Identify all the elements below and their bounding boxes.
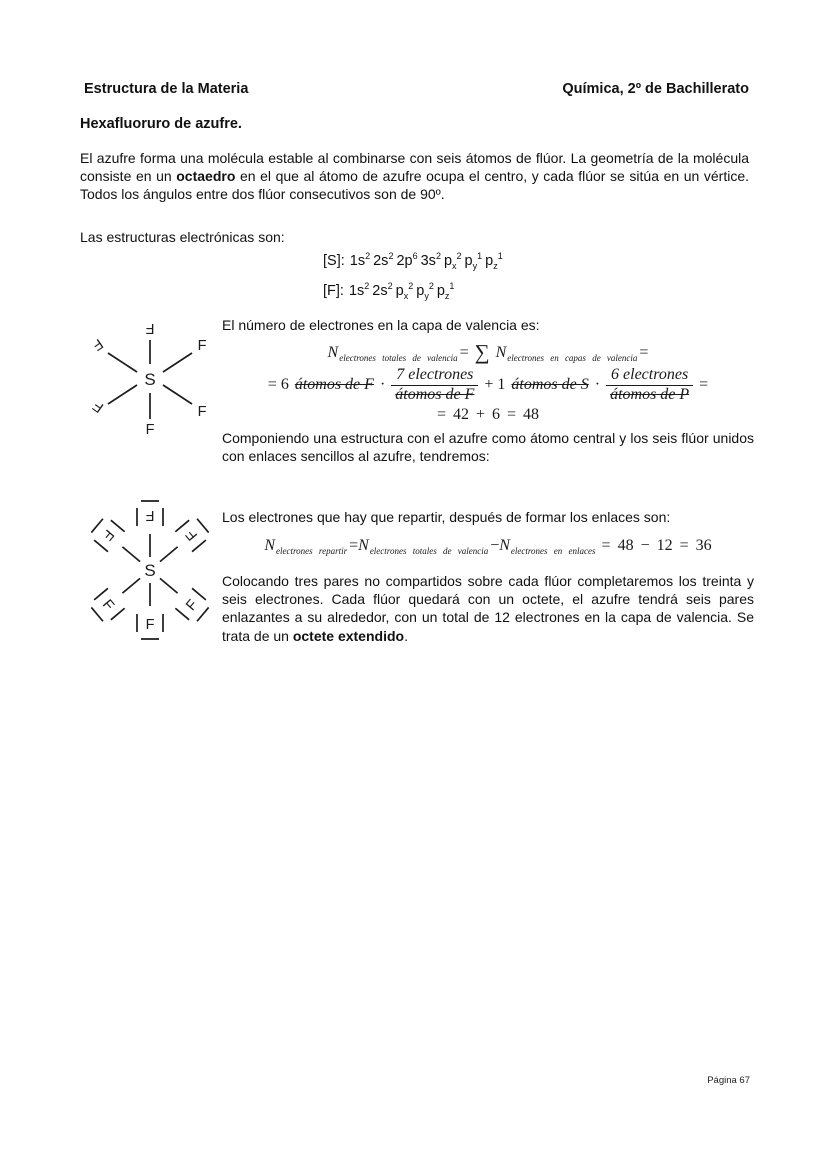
formula1-line3: = 42 + 6 = 48 — [436, 406, 540, 423]
page-number: Página 67 — [707, 1075, 750, 1086]
formula1-line1: $N_{electrones totales de valencia}$ = ∑ $N_{electrones en capas de valencia}$ = — [327, 340, 649, 364]
section-title: Hexafluoruro de azufre. — [80, 116, 242, 132]
fluorine-label: F — [89, 335, 106, 354]
svg-text:F: F — [145, 617, 155, 633]
electron-config-fluorine: [F]: $1s^2$ $2s^2$ $p_x^2$ $p_y^2$ $p_z^1$ — [323, 280, 455, 301]
svg-text:F: F — [145, 507, 155, 523]
repartir-lead: Los electrones que hay que repartir, después de formar los enlaces son: — [222, 509, 671, 525]
sf6-lewis-diagram — [70, 484, 230, 656]
repartir-formula: $N_{electrones repartir} =N_{electrones totales de valencia} -N_{electrones en enlaces} = 48 - 12 = 36$ — [264, 537, 712, 556]
config-f-prefix: [F]: — [323, 282, 344, 299]
sulfur-label: S — [144, 561, 156, 580]
sf6-skeletal-diagram — [80, 308, 220, 448]
sulfur-label: S — [144, 370, 156, 389]
componiendo-paragraph: Componiendo una estructura con el azufre como átomo central y los seis flúor unidos con enlaces sencillos al azufre, tendremos: — [222, 430, 754, 465]
fluorine-label: F — [145, 422, 155, 438]
electron-configurations — [323, 246, 506, 305]
intro-text-2: en el que al átomo de azufre ocupa el centro, y cada flúor se sitúa en un vértice. Todos los ángulos entre dos flúor consecutivos son de 90º. — [80, 168, 749, 203]
header-left: Estructura de la Materia — [84, 81, 249, 97]
svg-text:F: F — [98, 596, 117, 614]
sigma-symbol: ∑ — [474, 340, 490, 364]
svg-text:F: F — [98, 526, 117, 544]
colocando-bold-octete: octete extendido — [292, 627, 405, 644]
valence-lead: El número de electrones en la capa de valencia es: — [222, 317, 540, 333]
valence-electron-formula — [222, 338, 754, 424]
config-s-prefix: [S]: — [323, 252, 345, 269]
colocando-text-2: . — [404, 627, 408, 644]
fluorine-label: F — [145, 320, 155, 336]
fluorine-label: F — [197, 404, 207, 420]
intro-text-1: El azufre forma una molécula estable al combinarse con seis átomos de flúor. La geometría de la molécula consiste en un — [80, 150, 749, 185]
intro-bold-octaedro: octaedro — [176, 168, 236, 185]
svg-text:F: F — [183, 526, 202, 544]
fraction-1: $\frac{\text{7 electrones}}{\text{átomos de F}}$ — [391, 366, 478, 405]
electronic-structures-lead: Las estructuras electrónicas son: — [80, 229, 285, 245]
fraction-2: $\frac{\text{6 electrones}}{\text{átomos de P}}$ — [606, 366, 693, 405]
formula1-line2: = 6 átomos de F · $\frac{\text{7 electrones}}{\text{átomos de F}}$ + 1 átomos de S · $\frac{\text{6 electrones}}{\text{átomos de P}}$ = — [267, 365, 709, 403]
colocando-paragraph — [222, 572, 754, 645]
intro-paragraph — [80, 149, 749, 204]
fluorine-label: F — [90, 397, 107, 416]
colocando-text-1: Colocando tres pares no compartidos sobre cada flúor completaremos los treinta y seis electrones. Cada flúor quedará con un octete, el azufre tendrá seis pares enlazantes a su alrededor, con un total de 12 electrones en la capa de valencia. Se trata de un — [222, 573, 754, 644]
header-right: Química, 2º de Bachillerato — [562, 81, 749, 97]
fluorine-label: F — [197, 338, 207, 354]
svg-text:F: F — [183, 596, 202, 614]
electron-config-sulfur: [S]: $1s^2$ $2s^2$ $2p^6$ $3s^2$ $p_x^2$ $p_y^1$ $p_z^1$ — [323, 251, 503, 271]
